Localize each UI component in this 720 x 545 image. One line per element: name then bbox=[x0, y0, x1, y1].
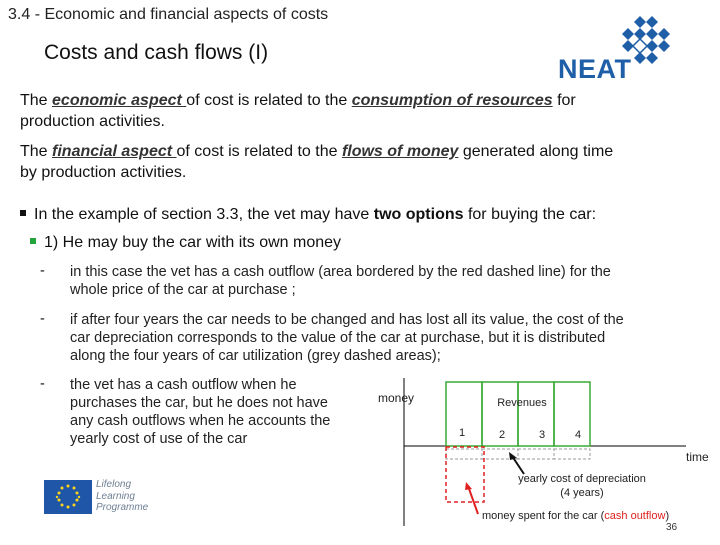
term-financial-aspect: financial aspect bbox=[52, 143, 177, 160]
bullet-text: 1) He may buy the car with its own money bbox=[44, 234, 342, 251]
arrow-head-icon bbox=[509, 452, 517, 460]
neat-logo-text: NEAT bbox=[558, 54, 632, 84]
item-line: the vet has a cash outflow when he bbox=[70, 377, 297, 393]
term-economic-aspect: economic aspect bbox=[52, 92, 187, 109]
depreciation-annotation: (4 years) bbox=[560, 487, 604, 499]
item-line: car depreciation corresponds to the value of the car at purchase, but it is distributed bbox=[70, 330, 606, 346]
item-yearly-cost bbox=[70, 376, 370, 448]
bullet-text: In the example of section 3.3, the vet may have bbox=[34, 206, 374, 223]
year-label: 1 bbox=[458, 427, 466, 439]
item-depreciation bbox=[70, 311, 690, 365]
item-line: whole price of the car at purchase ; bbox=[70, 282, 296, 298]
eu-line: Programme bbox=[96, 502, 149, 513]
eu-flag-icon bbox=[44, 480, 92, 514]
item-line: any cash outflows when he accounts the bbox=[70, 413, 331, 429]
annotation-text: ) bbox=[665, 510, 670, 522]
financial-aspect-paragraph bbox=[20, 141, 700, 183]
x-axis-label: time bbox=[686, 450, 709, 464]
eu-programme-text bbox=[96, 479, 148, 514]
p1-text: for bbox=[552, 92, 576, 109]
revenues-label: Revenues bbox=[497, 397, 547, 409]
eu-line: Lifelong bbox=[96, 479, 132, 490]
p1-text: The bbox=[20, 92, 53, 109]
section-title: 3.4 - Economic and financial aspects of costs bbox=[8, 6, 329, 23]
p2-text: generated along time bbox=[458, 143, 614, 160]
item-dash: - bbox=[40, 263, 45, 279]
p2-text: of cost is related to the bbox=[176, 143, 342, 160]
year-label: 4 bbox=[574, 429, 582, 441]
item-line: in this case the vet has a cash outflow (area bordered by the red dashed line) for the bbox=[70, 264, 611, 280]
item-dash: - bbox=[40, 311, 45, 327]
cash-flow-diagram bbox=[374, 376, 720, 540]
cash-outflow-area bbox=[446, 447, 484, 502]
depreciation-annotation: yearly cost of depreciation bbox=[518, 473, 646, 485]
p2-text: by production activities. bbox=[20, 164, 187, 181]
bullet-own-money bbox=[30, 234, 341, 252]
item-line: along the four years of car utilization (grey dashed areas); bbox=[70, 348, 441, 364]
green-square-bullet-icon bbox=[30, 238, 36, 244]
arrow-cash-outflow bbox=[468, 486, 478, 514]
bullet-text: for buying the car: bbox=[463, 206, 597, 223]
annotation-red-text: cash outflow bbox=[604, 510, 666, 522]
term-consumption-of-resources: consumption of resources bbox=[351, 92, 553, 109]
y-axis-label: money bbox=[378, 391, 415, 405]
annotation-text: money spent for the car ( bbox=[482, 510, 605, 522]
slide-title: Costs and cash flows (I) bbox=[44, 41, 269, 64]
eu-line: Learning bbox=[96, 490, 135, 502]
p2-text: The bbox=[20, 143, 53, 160]
item-dash: - bbox=[40, 376, 45, 392]
square-bullet-icon bbox=[20, 210, 26, 216]
item-cash-outflow bbox=[70, 263, 690, 299]
cash-outflow-annotation bbox=[482, 510, 669, 522]
year-label: 2 bbox=[498, 429, 506, 441]
item-line: if after four years the car needs to be changed and has lost all its value, the cost of the bbox=[70, 312, 624, 328]
economic-aspect-paragraph bbox=[20, 90, 700, 132]
term-flows-of-money: flows of money bbox=[341, 143, 459, 160]
page-number: 36 bbox=[666, 522, 678, 533]
p1-text: of cost is related to the bbox=[186, 92, 352, 109]
eu-lifelong-learning-logo bbox=[44, 480, 184, 516]
arrow-head-icon bbox=[465, 482, 472, 490]
item-line: yearly cost of use of the car bbox=[70, 431, 248, 447]
depreciation-areas bbox=[446, 449, 590, 459]
revenues-bars bbox=[446, 382, 590, 446]
item-line: purchases the car, but he does not have bbox=[70, 395, 328, 411]
p1-text: production activities. bbox=[20, 113, 165, 130]
year-label: 3 bbox=[538, 429, 546, 441]
bullet-bold-text: two options bbox=[373, 206, 464, 223]
bullet-two-options bbox=[20, 206, 596, 224]
